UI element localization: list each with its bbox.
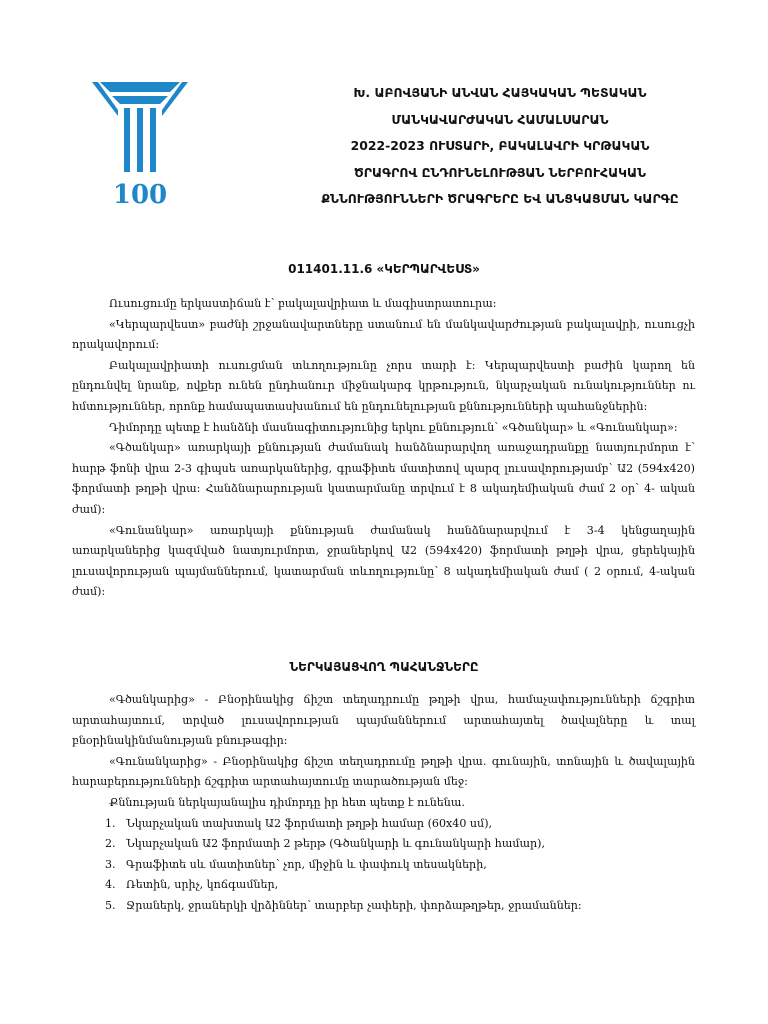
paragraph: «Գունանկար» առարկայի քննության ժամանակ հանձնարարվում է 3-4 կենցաղային առարկաներից կազմված նատյուրմորտ, ջրաներկով Ա2 (594x420) ֆորմատի թղթի վրա, ցերեկային լուսավորության պայմաններում, կատարման տևողությունը՝ 8 ակադեմիական ժամ ( 2 օրում, 4-ական ժամ): [72,523,695,599]
list-item [72,855,695,876]
list-item [72,896,695,917]
paragraph: Բակալավրիատի ուսուցման տևողությունը չորս տարի է: Կերպարվեստի բաժին կարող են ընդունվել նրանք, ովքեր ունեն ընդհանուր միջնակարգ կրթություն, նկարչական ունակություններ ու հմտություններ, որոնք համապատասխանում են ընդունելության քննությունների պահանջներին: [72,358,695,413]
list-item-number: 5. [105,898,116,912]
paragraph: «Կերպարվեստ» բաժնի շրջանավարտները ստանում են մանկավարժության բակալավրի, ուսուցչի որակավորում: [72,317,695,352]
paragraph: «Գծանկարից» - Բնօրինակից ճիշտ տեղադրումը թղթի վրա, համաչափությունների ճշգրիտ արտահայտում, տրված լուսավորության պայմաններում արտահայտել ծավալները և տալ բնօրինակինմանության բնութագիր: [72,693,695,748]
requirements-section [72,690,695,917]
list-item-text: Գրաֆիտե սև մատիտներ՝ չոր, միջին և փափուկ տեսակների, [126,857,487,871]
list-item [72,875,695,896]
header-line: 2022-2023 ՈՒՍՏԱՐԻ, ԲԱԿԱԼԱՎՐԻ ԿՐԹԱԿԱՆ [350,138,650,153]
paragraph: Քննության ներկայանալիս դիմորդը իր հետ պետք է ունենա. [109,795,465,809]
university-logo [90,80,190,210]
header-line: ՄԱՆԿԱՎԱՐԺԱԿԱՆ ՀԱՄԱԼՍԱՐԱՆ [391,111,609,127]
list-item-number: 2. [105,837,116,851]
list-item-number: 1. [105,816,116,830]
header-line: Խ. ԱԲՈՎՅԱՆԻ ԱՆՎԱՆ ՀԱՅԿԱԿԱՆ ՊԵՏԱԿԱՆ [353,85,647,100]
supplies-list [72,814,695,917]
logo-pillar-icon [90,80,190,180]
paragraph: Դիմորդը պետք է հանձնի մասնագիտությունից երկու քննություն՝ «Գծանկար» և «Գունանկար»: [109,420,678,434]
list-item-text: Ռետին, սրիչ, կոճգամներ, [126,878,279,892]
program-code-title: 011401.11.6 «ԿԵՐՊԱՐՎԵՍՏ» [288,262,480,276]
list-item-number: 3. [105,857,116,871]
list-item-number: 4. [105,878,116,892]
intro-section [72,294,695,603]
document-header [300,80,700,213]
list-item [72,814,695,835]
list-item [72,834,695,855]
list-item-text: Ջրաներկ, ջրաներկի վրձիններ՝ տարբեր չափերի, փորձաթղթեր, ջրամաններ: [126,898,582,912]
list-item-text: Նկարչական տախտակ Ա2 ֆորմատի թղթի համար (60x40 սմ), [126,816,493,830]
paragraph: «Գունանկարից» - Բնօրինակից ճիշտ տեղադրումը թղթի վրա. գունային, տոնային և ծավալային հարաբերությունների ճշգրիտ արտահայտումը տարածության մեջ: [72,754,695,789]
paragraph: Ուսուցումը երկաստիճան է՝ բակալավրիատ և մագիստրատուրա: [109,297,497,310]
header-line: ՔՆՆՈՒԹՅՈՒՆՆԵՐԻ ԾՐԱԳՐԵՐԸ ԵՎ ԱՆՑԿԱՑՄԱՆ ԿԱՐԳԸ [321,191,679,206]
requirements-title: ՆԵՐԿԱՅԱՑՎՈՂ ՊԱՀԱՆՋՆԵՐԸ [289,660,479,674]
header-line: ԾՐԱԳՐՈՎ ԸՆԴՈՒՆԵԼՈՒԹՅԱՆ ՆԵՐԲՈՒՀԱԿԱՆ [354,164,646,180]
logo-number: 100 [112,180,168,210]
paragraph: «Գծանկար» առարկայի քննության ժամանակ հանձնարարվող առաջադրանքը նատյուրմորտ է՝ հարթ ֆոնի վրա 2-3 գիպսե առարկաներից, գրաֆիտե մատիտով պարզ լուսավորությամբ՝ Ա2 (594x420) ֆորմատի թղթի վրա: Հանձնարարության կատարմանը տրվում է 8 ակադեմիական ժամ 2 օր՝ 4- ական ժամ): [72,441,695,516]
list-item-text: Նկարչական Ա2 ֆորմատի 2 թերթ (Գծանկարի և գունանկարի համար), [126,837,546,851]
